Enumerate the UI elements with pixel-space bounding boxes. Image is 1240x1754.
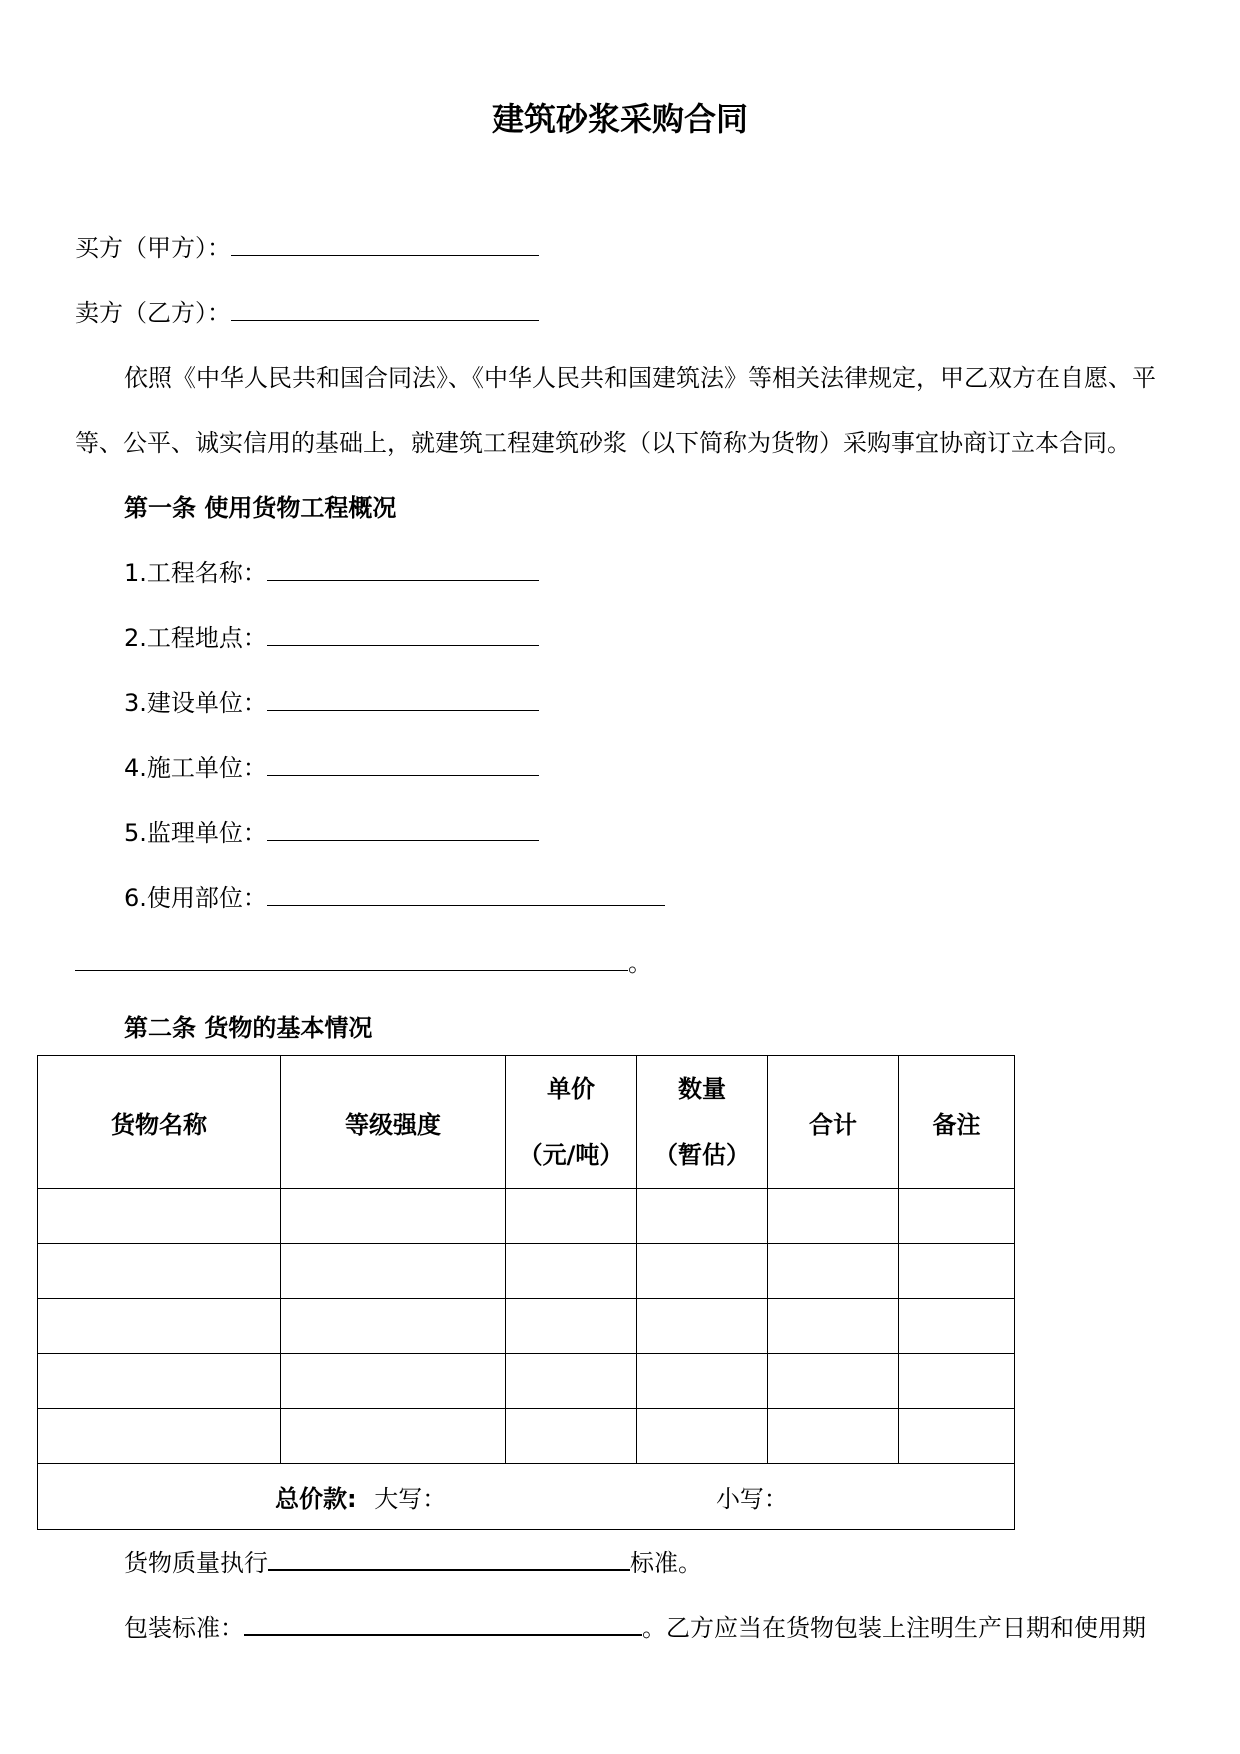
usage-end-mark: 。 — [628, 949, 652, 977]
developer-label: 3.建设单位： — [124, 689, 267, 717]
project-location-label: 2.工程地点： — [124, 624, 267, 652]
usage-part-blank[interactable] — [267, 904, 665, 906]
usage-part-blank-2[interactable] — [75, 969, 628, 971]
amount-lower-label: 小写： — [715, 1485, 788, 1513]
header-note: 备注 — [899, 1056, 1015, 1189]
buyer-line — [75, 228, 539, 263]
project-name-blank[interactable] — [267, 579, 539, 581]
supervisor-label: 5.监理单位： — [124, 819, 267, 847]
cell[interactable] — [506, 1409, 637, 1464]
packing-suffix: 。乙方应当在货物包装上注明生产日期和使用期 — [642, 1614, 1146, 1642]
contractor-line — [124, 748, 539, 783]
cell[interactable] — [768, 1189, 899, 1244]
header-grade: 等级强度 — [281, 1056, 506, 1189]
cell[interactable] — [637, 1299, 768, 1354]
table-row — [38, 1189, 1015, 1244]
packing-prefix: 包装标准： — [124, 1614, 244, 1642]
developer-blank[interactable] — [267, 709, 539, 711]
amount-upper-label: 大写： — [374, 1485, 447, 1513]
contractor-blank[interactable] — [267, 774, 539, 776]
buyer-blank[interactable] — [231, 254, 539, 256]
header-goods-name: 货物名称 — [38, 1056, 281, 1189]
table-row — [38, 1354, 1015, 1409]
header-quantity — [637, 1056, 768, 1189]
quality-suffix: 标准。 — [630, 1549, 702, 1577]
project-name-line — [124, 553, 539, 588]
contractor-label: 4.施工单位： — [124, 754, 267, 782]
cell[interactable] — [899, 1189, 1015, 1244]
usage-part-line — [124, 878, 665, 913]
intro-line-2: 等、公平、诚实信用的基础上，就建筑工程建筑砂浆（以下简称为货物）采购事宜协商订立本合同。 — [75, 429, 1131, 457]
usage-part-continuation — [75, 943, 652, 978]
cell[interactable] — [281, 1244, 506, 1299]
article1-heading: 第一条 使用货物工程概况 — [124, 494, 397, 522]
header-unit-price-l1: 单价 — [547, 1075, 595, 1103]
project-location-line — [124, 618, 539, 653]
project-name-label: 1.工程名称： — [124, 559, 267, 587]
cell[interactable] — [899, 1409, 1015, 1464]
cell[interactable] — [637, 1189, 768, 1244]
quality-standard-blank[interactable] — [268, 1568, 630, 1571]
cell[interactable] — [506, 1189, 637, 1244]
quality-line — [124, 1543, 702, 1578]
cell[interactable] — [768, 1409, 899, 1464]
cell[interactable] — [281, 1354, 506, 1409]
cell[interactable] — [281, 1189, 506, 1244]
project-location-blank[interactable] — [267, 644, 539, 646]
table-row — [38, 1409, 1015, 1464]
header-total: 合计 — [768, 1056, 899, 1189]
goods-table — [37, 1055, 1015, 1530]
total-price-label: 总价款: — [275, 1485, 357, 1513]
header-quantity-l1: 数量 — [678, 1075, 726, 1103]
table-row — [38, 1299, 1015, 1354]
packing-standard-blank[interactable] — [244, 1633, 642, 1636]
cell[interactable] — [637, 1409, 768, 1464]
seller-label: 卖方（乙方）： — [75, 299, 231, 327]
cell[interactable] — [38, 1244, 281, 1299]
cell[interactable] — [768, 1244, 899, 1299]
cell[interactable] — [899, 1299, 1015, 1354]
header-unit-price — [506, 1056, 637, 1189]
intro-line-1: 依照《中华人民共和国合同法》、《中华人民共和国建筑法》等相关法律规定，甲乙双方在自愿、平 — [124, 364, 1156, 392]
cell[interactable] — [281, 1409, 506, 1464]
cell[interactable] — [281, 1299, 506, 1354]
total-price-row — [38, 1464, 1015, 1530]
seller-blank[interactable] — [231, 319, 539, 321]
header-unit-price-l2: （元/吨） — [518, 1141, 624, 1169]
cell[interactable] — [768, 1299, 899, 1354]
header-quantity-l2: （暂估） — [654, 1141, 750, 1169]
cell[interactable] — [506, 1354, 637, 1409]
page-title: 建筑砂浆采购合同 — [491, 100, 748, 138]
quality-prefix: 货物质量执行 — [124, 1549, 268, 1577]
cell[interactable] — [38, 1354, 281, 1409]
cell[interactable] — [38, 1299, 281, 1354]
developer-line — [124, 683, 539, 718]
cell[interactable] — [38, 1409, 281, 1464]
cell[interactable] — [899, 1354, 1015, 1409]
cell[interactable] — [38, 1189, 281, 1244]
table-header-row — [38, 1056, 1015, 1189]
cell[interactable] — [899, 1244, 1015, 1299]
packing-line — [124, 1608, 1146, 1643]
supervisor-line — [124, 813, 539, 848]
cell[interactable] — [506, 1299, 637, 1354]
buyer-label: 买方（甲方）： — [75, 234, 231, 262]
supervisor-blank[interactable] — [267, 839, 539, 841]
seller-line — [75, 293, 539, 328]
usage-part-label: 6.使用部位： — [124, 884, 267, 912]
cell[interactable] — [768, 1354, 899, 1409]
cell[interactable] — [637, 1354, 768, 1409]
total-price-cell[interactable] — [38, 1464, 1015, 1530]
article2-heading: 第二条 货物的基本情况 — [124, 1014, 373, 1042]
cell[interactable] — [637, 1244, 768, 1299]
table-row — [38, 1244, 1015, 1299]
cell[interactable] — [506, 1244, 637, 1299]
